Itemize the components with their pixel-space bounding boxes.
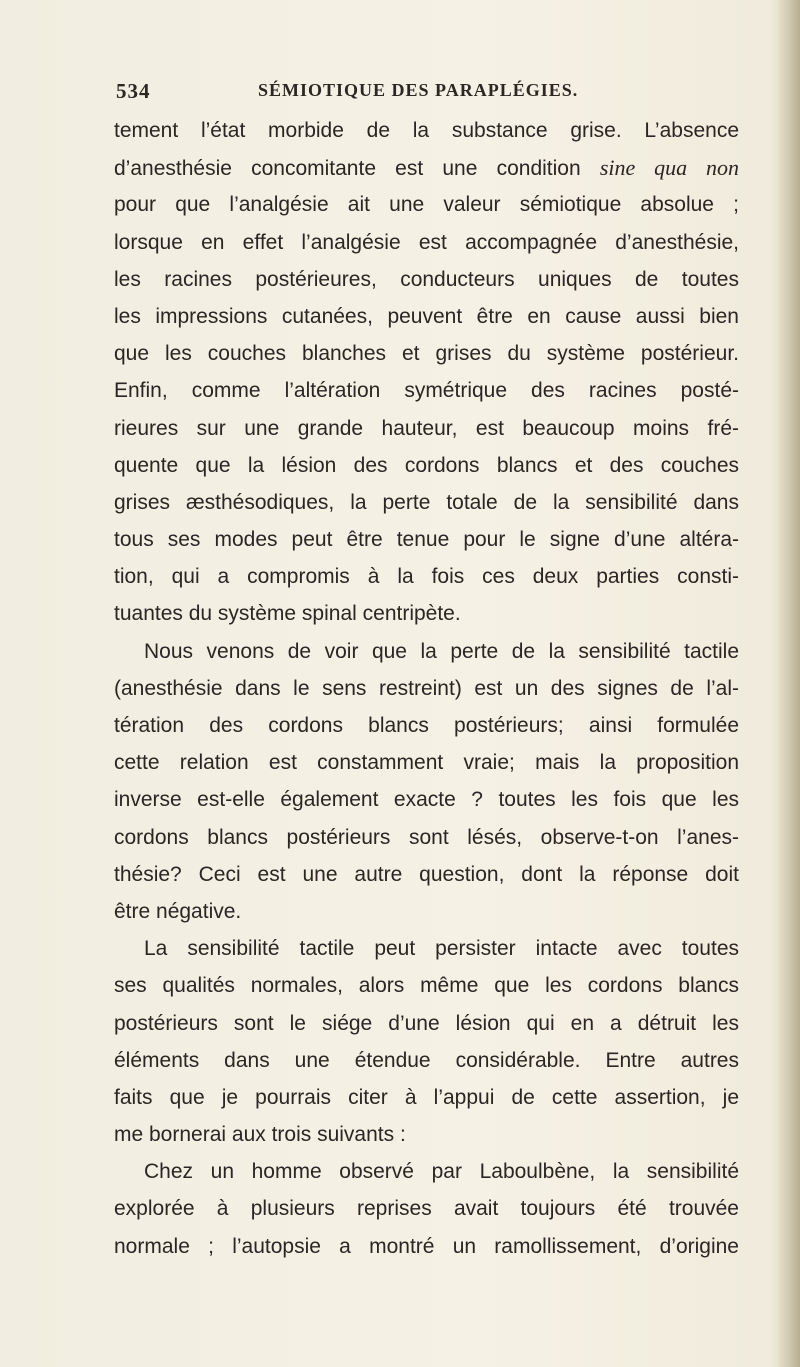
text-line: les impressions cutanées, peuvent être en cause aussi bien (114, 304, 739, 328)
running-title: SÉMIOTIQUE DES PARAPLÉGIES. (258, 80, 579, 100)
text-line: lorsque en effet l’analgésie est accompagnée d’anesthésie, (114, 230, 739, 254)
text-line: cette relation est constamment vraie; mais la proposition (114, 751, 739, 775)
text-line: grises æsthésodiques, la perte totale de la sensibilité dans (114, 490, 739, 514)
page-number: 534 (116, 79, 151, 103)
page-edge-shadow (778, 0, 800, 1367)
text-line: explorée à plusieurs reprises avait toujours été trouvée (114, 1197, 739, 1221)
text-line: tement l’état morbide de la substance grise. L’absence (114, 119, 739, 142)
text-line: quente que la lésion des cordons blancs et des couches (114, 453, 739, 477)
text-line: tion, qui a compromis à la fois ces deux parties consti- (114, 565, 739, 589)
text-line: La sensibilité tactile peut persister intacte avec toutes (144, 937, 739, 961)
text-line: que les couches blanches et grises du système postérieur. (114, 342, 739, 366)
text-line: thésie? Ceci est une autre question, dont la réponse doit (114, 862, 739, 886)
text-line: tous ses modes peut être tenue pour le signe d’une altéra- (114, 528, 739, 552)
text-line: pour que l’analgésie ait une valeur sémiotique absolue ; (114, 193, 739, 217)
text-line: postérieurs sont le siége d’une lésion qui en a détruit les (114, 1011, 739, 1035)
text-line: tération des cordons blancs postérieurs; ainsi formulée (114, 714, 739, 737)
text-line: Nous venons de voir que la perte de la sensibilité tactile (144, 639, 739, 663)
italic-phrase: sine qua non (599, 155, 739, 181)
text-line: me bornerai aux trois suivants : (114, 1123, 406, 1147)
text-line: rieures sur une grande hauteur, est beaucoup moins fré- (114, 416, 739, 440)
text-line-fragment: d’anesthésie concomitante est une condition (114, 157, 581, 181)
text-line: être négative. (114, 899, 242, 923)
text-line: les racines postérieures, conducteurs uniques de toutes (114, 267, 739, 291)
text-line (114, 149, 739, 186)
text-line: tuantes du système spinal centripète. (114, 602, 461, 626)
text-line: inverse est-elle également exacte ? toutes les fois que les (114, 788, 739, 812)
text-line: Chez un homme observé par Laboulbène, la sensibilité (144, 1160, 739, 1184)
text-line: Enfin, comme l’altération symétrique des racines posté- (114, 379, 739, 403)
running-header (106, 79, 746, 109)
text-line: faits que je pourrais citer à l’appui de cette assertion, je (114, 1085, 739, 1109)
text-line: normale ; l’autopsie a montré un ramollissement, d’origine (114, 1234, 739, 1258)
text-line: cordons blancs postérieurs sont lésés, observe-t-on l’anes- (114, 825, 739, 849)
body-text (114, 112, 739, 1265)
text-line: (anesthésie dans le sens restreint) est un des signes de l’al- (114, 676, 739, 700)
text-line: éléments dans une étendue considérable. Entre autres (114, 1048, 739, 1072)
text-line: ses qualités normales, alors même que les cordons blancs (114, 974, 739, 998)
